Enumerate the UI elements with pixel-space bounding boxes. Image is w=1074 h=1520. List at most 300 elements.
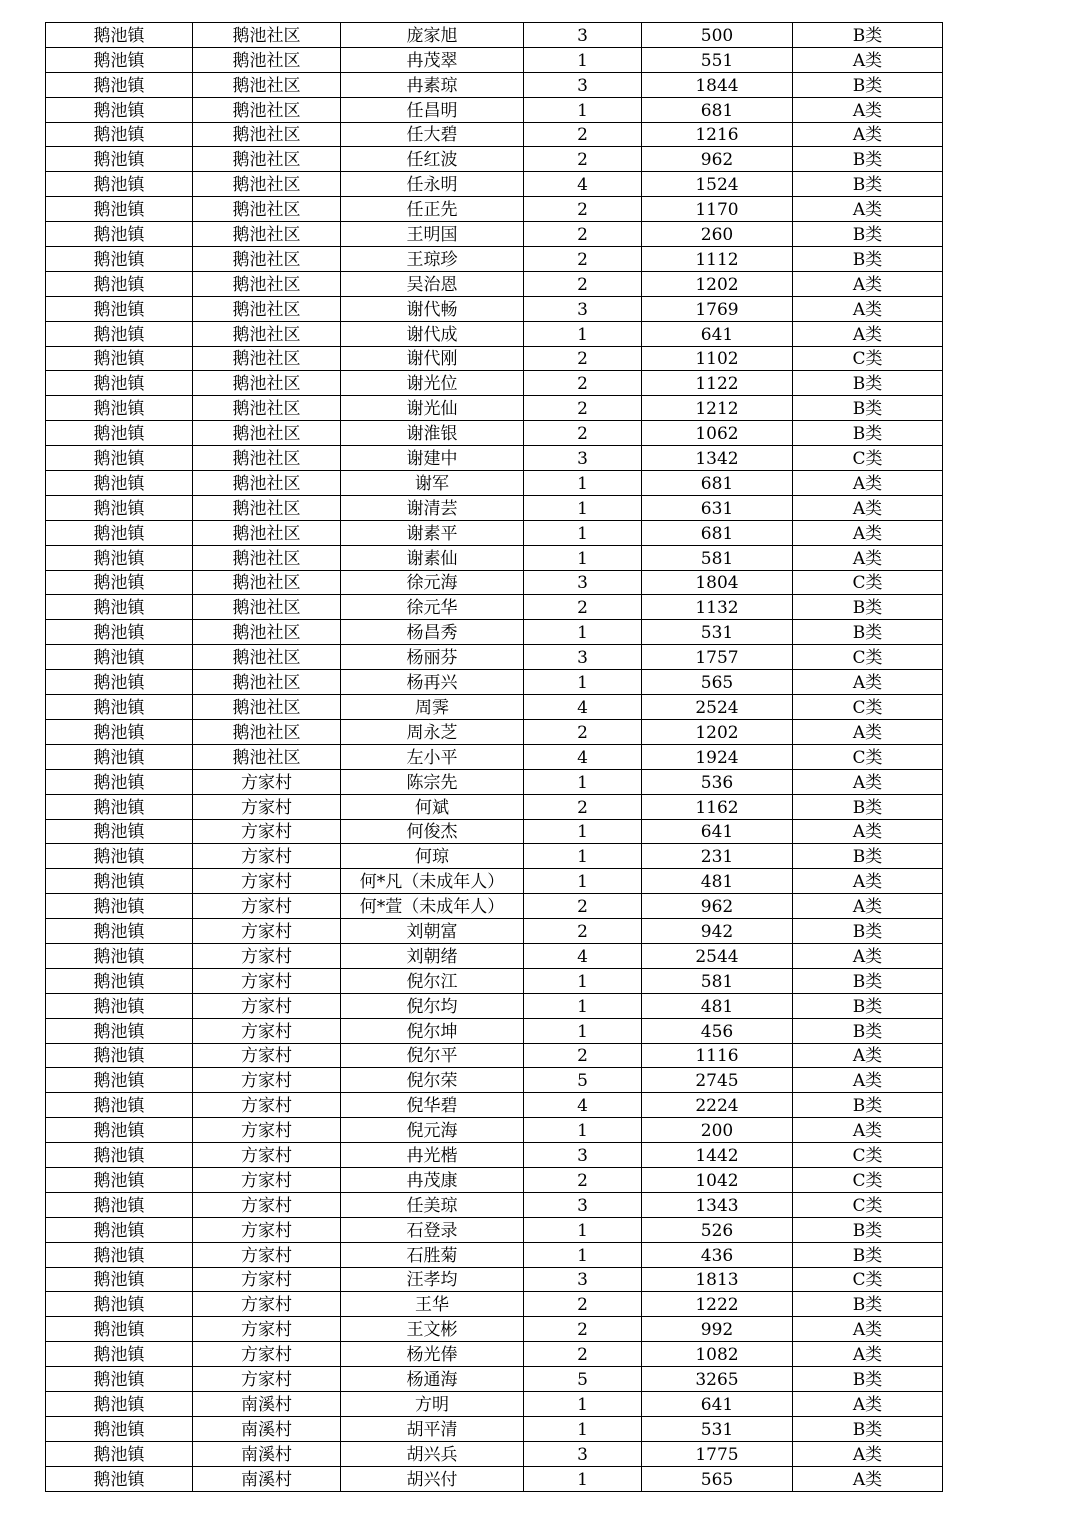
table-row [46,471,943,496]
name-cell: 冉光楷 [341,1143,524,1168]
table-row [46,122,943,147]
household-size-cell: 2 [524,1292,642,1317]
town-cell: 鹅池镇 [46,570,193,595]
household-size-cell: 1 [524,1242,642,1267]
town-cell: 鹅池镇 [46,371,193,396]
amount-cell: 531 [642,620,793,645]
table-row [46,396,943,421]
amount-cell: 2745 [642,1068,793,1093]
village-cell: 鹅池社区 [193,247,341,272]
category-cell: B类 [793,1416,943,1441]
category-cell: A类 [793,495,943,520]
household-size-cell: 2 [524,1167,642,1192]
household-size-cell: 3 [524,446,642,471]
table-row [46,1167,943,1192]
category-cell: B类 [793,1093,943,1118]
category-cell: A类 [793,471,943,496]
amount-cell: 2544 [642,943,793,968]
category-cell: C类 [793,446,943,471]
table-row [46,1267,943,1292]
town-cell: 鹅池镇 [46,1367,193,1392]
village-cell: 鹅池社区 [193,47,341,72]
name-cell: 何斌 [341,794,524,819]
town-cell: 鹅池镇 [46,819,193,844]
town-cell: 鹅池镇 [46,645,193,670]
town-cell: 鹅池镇 [46,296,193,321]
table-row [46,794,943,819]
village-cell: 鹅池社区 [193,97,341,122]
table-row [46,1093,943,1118]
category-cell: B类 [793,247,943,272]
amount-cell: 1442 [642,1143,793,1168]
village-cell: 鹅池社区 [193,570,341,595]
name-cell: 徐元海 [341,570,524,595]
table-row [46,296,943,321]
name-cell: 冉茂康 [341,1167,524,1192]
town-cell: 鹅池镇 [46,1068,193,1093]
amount-cell: 1216 [642,122,793,147]
table-row [46,695,943,720]
name-cell: 何俊杰 [341,819,524,844]
household-size-cell: 2 [524,919,642,944]
table-row [46,769,943,794]
amount-cell: 1924 [642,744,793,769]
amount-cell: 456 [642,1018,793,1043]
household-size-cell: 1 [524,1217,642,1242]
table-row [46,719,943,744]
town-cell: 鹅池镇 [46,744,193,769]
household-size-cell: 1 [524,495,642,520]
household-size-cell: 2 [524,1317,642,1342]
amount-cell: 581 [642,968,793,993]
category-cell: A类 [793,1342,943,1367]
name-cell: 左小平 [341,744,524,769]
household-size-cell: 3 [524,1143,642,1168]
town-cell: 鹅池镇 [46,844,193,869]
category-cell: A类 [793,545,943,570]
town-cell: 鹅池镇 [46,794,193,819]
table-row [46,1217,943,1242]
town-cell: 鹅池镇 [46,1167,193,1192]
village-cell: 鹅池社区 [193,645,341,670]
category-cell: B类 [793,919,943,944]
village-cell: 鹅池社区 [193,222,341,247]
category-cell: A类 [793,894,943,919]
category-cell: B类 [793,72,943,97]
household-size-cell: 1 [524,1416,642,1441]
household-size-cell: 1 [524,97,642,122]
amount-cell: 500 [642,23,793,48]
household-size-cell: 1 [524,1118,642,1143]
name-cell: 任昌明 [341,97,524,122]
category-cell: A类 [793,1118,943,1143]
name-cell: 杨通海 [341,1367,524,1392]
household-size-cell: 3 [524,1267,642,1292]
amount-cell: 1524 [642,172,793,197]
table-row [46,72,943,97]
village-cell: 方家村 [193,1143,341,1168]
village-cell: 鹅池社区 [193,471,341,496]
town-cell: 鹅池镇 [46,1292,193,1317]
town-cell: 鹅池镇 [46,1466,193,1491]
name-cell: 胡兴付 [341,1466,524,1491]
town-cell: 鹅池镇 [46,471,193,496]
category-cell: B类 [793,371,943,396]
name-cell: 任红波 [341,147,524,172]
town-cell: 鹅池镇 [46,943,193,968]
table-row [46,147,943,172]
town-cell: 鹅池镇 [46,695,193,720]
amount-cell: 962 [642,147,793,172]
town-cell: 鹅池镇 [46,97,193,122]
amount-cell: 1844 [642,72,793,97]
household-size-cell: 3 [524,1441,642,1466]
town-cell: 鹅池镇 [46,1342,193,1367]
category-cell: B类 [793,396,943,421]
town-cell: 鹅池镇 [46,620,193,645]
amount-cell: 200 [642,1118,793,1143]
category-cell: A类 [793,1391,943,1416]
table-row [46,620,943,645]
town-cell: 鹅池镇 [46,446,193,471]
table-row [46,97,943,122]
name-cell: 任美琼 [341,1192,524,1217]
household-size-cell: 1 [524,520,642,545]
household-size-cell: 2 [524,247,642,272]
village-cell: 方家村 [193,968,341,993]
household-size-cell: 2 [524,719,642,744]
table-row [46,247,943,272]
category-cell: B类 [793,1018,943,1043]
amount-cell: 436 [642,1242,793,1267]
name-cell: 倪华碧 [341,1093,524,1118]
category-cell: B类 [793,1367,943,1392]
table-row [46,1118,943,1143]
name-cell: 谢军 [341,471,524,496]
amount-cell: 681 [642,520,793,545]
amount-cell: 1769 [642,296,793,321]
name-cell: 胡平清 [341,1416,524,1441]
table-row [46,869,943,894]
table-row [46,1143,943,1168]
category-cell: A类 [793,769,943,794]
town-cell: 鹅池镇 [46,919,193,944]
category-cell: C类 [793,1267,943,1292]
household-size-cell: 1 [524,670,642,695]
town-cell: 鹅池镇 [46,1043,193,1068]
household-size-cell: 1 [524,321,642,346]
name-cell: 倪尔均 [341,993,524,1018]
name-cell: 倪尔平 [341,1043,524,1068]
category-cell: A类 [793,296,943,321]
amount-cell: 1343 [642,1192,793,1217]
amount-cell: 531 [642,1416,793,1441]
amount-cell: 1202 [642,719,793,744]
table-row [46,595,943,620]
name-cell: 谢素仙 [341,545,524,570]
table-row [46,545,943,570]
name-cell: 周永芝 [341,719,524,744]
amount-cell: 1062 [642,421,793,446]
town-cell: 鹅池镇 [46,1242,193,1267]
household-size-cell: 2 [524,1043,642,1068]
name-cell: 杨昌秀 [341,620,524,645]
household-size-cell: 3 [524,570,642,595]
table-row [46,744,943,769]
village-cell: 方家村 [193,1342,341,1367]
household-size-cell: 3 [524,296,642,321]
village-cell: 方家村 [193,1217,341,1242]
town-cell: 鹅池镇 [46,247,193,272]
amount-cell: 1202 [642,271,793,296]
town-cell: 鹅池镇 [46,1217,193,1242]
name-cell: 倪尔江 [341,968,524,993]
category-cell: C类 [793,1192,943,1217]
town-cell: 鹅池镇 [46,421,193,446]
table-row [46,222,943,247]
table-row [46,894,943,919]
town-cell: 鹅池镇 [46,1018,193,1043]
amount-cell: 1775 [642,1441,793,1466]
amount-cell: 631 [642,495,793,520]
village-cell: 鹅池社区 [193,520,341,545]
town-cell: 鹅池镇 [46,869,193,894]
category-cell: A类 [793,719,943,744]
town-cell: 鹅池镇 [46,968,193,993]
village-cell: 方家村 [193,1242,341,1267]
village-cell: 方家村 [193,1167,341,1192]
village-cell: 鹅池社区 [193,346,341,371]
village-cell: 方家村 [193,769,341,794]
amount-cell: 260 [642,222,793,247]
town-cell: 鹅池镇 [46,670,193,695]
town-cell: 鹅池镇 [46,346,193,371]
name-cell: 冉素琼 [341,72,524,97]
table-row [46,844,943,869]
table-row [46,1192,943,1217]
category-cell: B类 [793,222,943,247]
household-size-cell: 4 [524,172,642,197]
amount-cell: 1757 [642,645,793,670]
amount-cell: 481 [642,869,793,894]
name-cell: 徐元华 [341,595,524,620]
category-cell: C类 [793,744,943,769]
table-row [46,23,943,48]
village-cell: 鹅池社区 [193,147,341,172]
table-row [46,197,943,222]
name-cell: 陈宗先 [341,769,524,794]
amount-cell: 962 [642,894,793,919]
table-row [46,943,943,968]
table-row [46,321,943,346]
name-cell: 何琼 [341,844,524,869]
household-size-cell: 2 [524,595,642,620]
category-cell: A类 [793,321,943,346]
household-size-cell: 5 [524,1367,642,1392]
table-row [46,346,943,371]
amount-cell: 536 [642,769,793,794]
village-cell: 鹅池社区 [193,371,341,396]
amount-cell: 1122 [642,371,793,396]
amount-cell: 231 [642,844,793,869]
household-size-cell: 3 [524,645,642,670]
village-cell: 鹅池社区 [193,122,341,147]
category-cell: B类 [793,968,943,993]
household-size-cell: 4 [524,1093,642,1118]
name-cell: 倪尔坤 [341,1018,524,1043]
household-size-cell: 1 [524,1391,642,1416]
table-row [46,446,943,471]
town-cell: 鹅池镇 [46,197,193,222]
village-cell: 方家村 [193,1018,341,1043]
name-cell: 谢光位 [341,371,524,396]
town-cell: 鹅池镇 [46,1118,193,1143]
village-cell: 鹅池社区 [193,719,341,744]
amount-cell: 3265 [642,1367,793,1392]
table-row [46,1317,943,1342]
amount-cell: 681 [642,97,793,122]
category-cell: B类 [793,794,943,819]
household-size-cell: 1 [524,545,642,570]
table-row [46,670,943,695]
table-row [46,520,943,545]
category-cell: B类 [793,1242,943,1267]
name-cell: 谢代成 [341,321,524,346]
category-cell: B类 [793,421,943,446]
category-cell: A类 [793,1466,943,1491]
village-cell: 方家村 [193,869,341,894]
amount-cell: 2524 [642,695,793,720]
village-cell: 方家村 [193,943,341,968]
household-size-cell: 1 [524,993,642,1018]
name-cell: 倪元海 [341,1118,524,1143]
town-cell: 鹅池镇 [46,520,193,545]
household-size-cell: 2 [524,1342,642,1367]
amount-cell: 641 [642,321,793,346]
village-cell: 方家村 [193,844,341,869]
name-cell: 何*萱（未成年人） [341,894,524,919]
name-cell: 王琼珍 [341,247,524,272]
town-cell: 鹅池镇 [46,595,193,620]
household-size-cell: 3 [524,23,642,48]
name-cell: 王华 [341,1292,524,1317]
amount-cell: 1170 [642,197,793,222]
amount-cell: 942 [642,919,793,944]
amount-cell: 1222 [642,1292,793,1317]
category-cell: A类 [793,1441,943,1466]
table-row [46,172,943,197]
household-size-cell: 1 [524,869,642,894]
amount-cell: 551 [642,47,793,72]
town-cell: 鹅池镇 [46,222,193,247]
town-cell: 鹅池镇 [46,172,193,197]
category-cell: C类 [793,1167,943,1192]
name-cell: 杨丽芬 [341,645,524,670]
household-size-cell: 2 [524,147,642,172]
category-cell: A类 [793,47,943,72]
name-cell: 胡兴兵 [341,1441,524,1466]
name-cell: 任正先 [341,197,524,222]
village-cell: 鹅池社区 [193,296,341,321]
amount-cell: 641 [642,819,793,844]
category-cell: A类 [793,271,943,296]
table-row [46,1367,943,1392]
household-size-cell: 2 [524,346,642,371]
category-cell: C类 [793,645,943,670]
village-cell: 鹅池社区 [193,421,341,446]
town-cell: 鹅池镇 [46,396,193,421]
table-row [46,1441,943,1466]
town-cell: 鹅池镇 [46,495,193,520]
household-size-cell: 2 [524,396,642,421]
name-cell: 汪孝均 [341,1267,524,1292]
category-cell: A类 [793,869,943,894]
town-cell: 鹅池镇 [46,1441,193,1466]
category-cell: B类 [793,23,943,48]
amount-cell: 1804 [642,570,793,595]
amount-cell: 1813 [642,1267,793,1292]
village-cell: 鹅池社区 [193,321,341,346]
household-size-cell: 1 [524,769,642,794]
amount-cell: 581 [642,545,793,570]
village-cell: 方家村 [193,1043,341,1068]
village-cell: 鹅池社区 [193,271,341,296]
table-row [46,371,943,396]
data-table [45,22,943,1492]
name-cell: 刘朝绪 [341,943,524,968]
table-row [46,993,943,1018]
category-cell: B类 [793,1292,943,1317]
table-row [46,495,943,520]
town-cell: 鹅池镇 [46,47,193,72]
table-row [46,570,943,595]
category-cell: B类 [793,595,943,620]
town-cell: 鹅池镇 [46,1267,193,1292]
village-cell: 方家村 [193,1192,341,1217]
category-cell: A类 [793,1043,943,1068]
town-cell: 鹅池镇 [46,1143,193,1168]
town-cell: 鹅池镇 [46,894,193,919]
household-size-cell: 2 [524,371,642,396]
category-cell: B类 [793,1217,943,1242]
amount-cell: 565 [642,1466,793,1491]
name-cell: 杨光俸 [341,1342,524,1367]
town-cell: 鹅池镇 [46,1192,193,1217]
name-cell: 杨再兴 [341,670,524,695]
household-size-cell: 4 [524,744,642,769]
town-cell: 鹅池镇 [46,769,193,794]
amount-cell: 2224 [642,1093,793,1118]
village-cell: 鹅池社区 [193,72,341,97]
village-cell: 鹅池社区 [193,172,341,197]
category-cell: A类 [793,197,943,222]
village-cell: 方家村 [193,919,341,944]
household-size-cell: 2 [524,894,642,919]
category-cell: B类 [793,147,943,172]
amount-cell: 1042 [642,1167,793,1192]
village-cell: 南溪村 [193,1391,341,1416]
village-cell: 方家村 [193,1068,341,1093]
village-cell: 鹅池社区 [193,197,341,222]
household-size-cell: 4 [524,695,642,720]
town-cell: 鹅池镇 [46,993,193,1018]
name-cell: 王明国 [341,222,524,247]
village-cell: 鹅池社区 [193,595,341,620]
table-row [46,919,943,944]
amount-cell: 1116 [642,1043,793,1068]
town-cell: 鹅池镇 [46,122,193,147]
household-size-cell: 2 [524,421,642,446]
